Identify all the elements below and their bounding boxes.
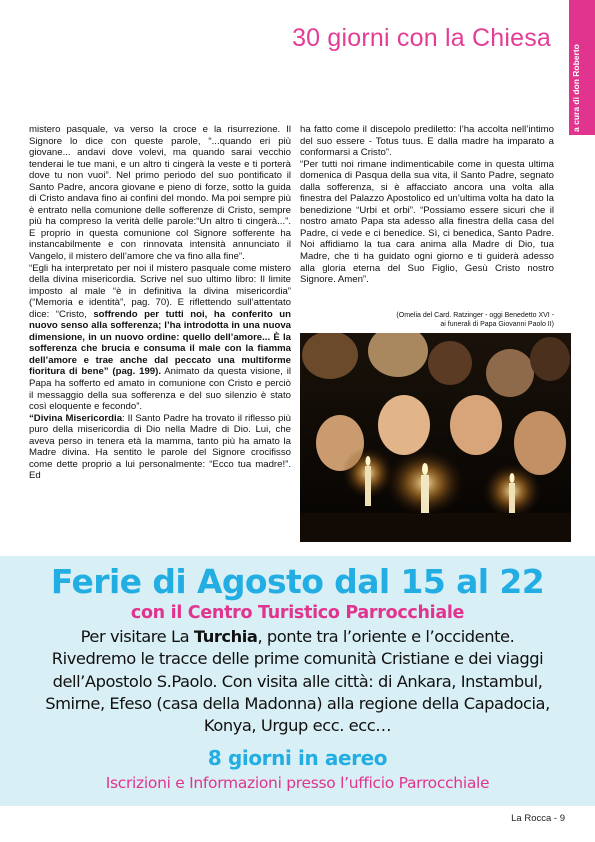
destination-name: Turchia bbox=[193, 627, 258, 646]
bold-quote: soffrendo per tutti noi, ha conferito un nuovo senso alla sofferenza; l’ha introdotta in una nuova dimensione, in un nuovo ordine: quello dell’amore... È la sofferenza che brucia e consuma il male con la fiamma dell’amore e trae anche dal peccato una multiforme fioritura di bene” (pag. 199). bbox=[29, 308, 291, 378]
banner-line: Per visitare La Turchia, ponte tra l’oriente e l’occidente. bbox=[80, 627, 515, 646]
article-paragraph: “Divina Misericordia: Il Santo Padre ha trovato il riflesso più puro della misericordia di Dio nella Madre di Dio. Lui, che aveva perso in tenera età la mamma, tanto più ha amato la Madre divina. Ha sentito le parole del Signore crocifisso come dette proprio a lui personalmente: “Ecco tua madre!”. Ed bbox=[29, 412, 291, 482]
banner-line: Smirne, Efeso (casa della Madonna) alla regione della Capadocia, bbox=[45, 693, 550, 713]
banner-line: dell’Apostolo S.Paolo. Con visita alle città: di Ankara, Instambul, bbox=[52, 671, 543, 691]
banner-line: Rivedremo le tracce delle prime comunità Cristiane e dei viaggi bbox=[51, 649, 544, 669]
article-column-right bbox=[300, 124, 554, 286]
banner-subtitle: con il Centro Turistico Parrocchiale bbox=[130, 603, 465, 623]
banner-title: Ferie di Agosto dal 15 al 22 bbox=[50, 562, 545, 601]
page-title: 30 giorni con la Chiesa bbox=[292, 24, 551, 52]
side-credit: a cura di don Roberto bbox=[571, 44, 581, 132]
page-number: La Rocca - 9 bbox=[511, 813, 565, 824]
banner-info: Iscrizioni e Informazioni presso l’ufficio Parrocchiale bbox=[105, 774, 490, 792]
article-column-left bbox=[29, 124, 291, 482]
travel-banner bbox=[0, 556, 595, 806]
article-paragraph: mistero pasquale, va verso la croce e la risurrezione. Il Signore lo dice con queste parole, “...quando eri più giovane... andavi dove volevi, ma quando sarai vecchio tenderai le tue mani, e un altro ti cingerà la veste e ti porterà dove tu non vuoi”. Nel primo periodo del suo pontificato il Santo Padre, ancora giovane e pieno di forze, sotto la guida di Cristo andava fino ai confini del mondo. Ma poi sempre più è entrato nella comunione delle sofferenze di Cristo, sempre più ha compreso la verità delle parole:“Un altro ti cingerà...”. E proprio in questa comunione col Signore sofferente ha instancabilmente e con rinnovata intensità annunciato il Vangelo, il mistero dell’amore che va fino alla fine”. bbox=[29, 124, 291, 263]
candlelight-vigil-photo bbox=[300, 333, 571, 542]
article-attribution: (Omelia del Card. Ratzinger - oggi Benedetto XVI - ai funerali di Papa Giovanni Paolo II) bbox=[396, 312, 554, 328]
article-paragraph: ha fatto come il discepolo prediletto: l’ha accolta nell’intimo del suo essere - Totus tuus. E dalla madre ha imparato a conformarsi a Cristo”. bbox=[300, 124, 554, 159]
article-paragraph: “Per tutti noi rimane indimenticabile come in questa ultima domenica di Pasqua della sua vita, il Santo Padre, segnato dalla sofferenza, si è affacciato ancora una volta alla finestra del Palazzo Apostolico ed un’ultima volta ha dato la benedizione “Urbi et orbi”. “Possiamo essere sicuri che il nostro amato Papa sta adesso alla finestra della casa del Padre, ci vede e ci benedice. Sì, ci benedica, Santo Padre. Noi affidiamo la tua cara anima alla Madre di Dio, tua Madre, che ti ha guidato ogni giorno e ti guiderà adesso alla gloria eterna del Suo Figlio, Gesù Cristo nostro Signore. Amen”. bbox=[300, 158, 554, 286]
article-paragraph: “Egli ha interpretato per noi il mistero pasquale come mistero della divina misericordia. Scrive nel suo ultimo libro: Il limite imposto al male “è in definitiva la divina misericordia” (“Memoria e identità”, pag. 70). E riflettendo sull’attentato dice: “Cristo, soffrendo per tutti noi, ha conferito un nuovo senso alla sofferenza; l’ha introdotta in una nuova dimensione, in un nuovo ordine: quello dell’amore... È la sofferenza che brucia e consuma il male con la fiamma dell’amore e trae anche dal peccato una multiforme fioritura di bene” (pag. 199). Animato da questa visione, il Papa ha sofferto ed amato in comunione con Cristo e perciò il messaggio della sua sofferenza e del suo silenzio è stato così eloquente e fecondo”. bbox=[29, 262, 291, 413]
banner-line: Konya, Urgup ecc. ecc… bbox=[203, 716, 392, 736]
banner-body bbox=[0, 626, 595, 737]
banner-duration: 8 giorni in aereo bbox=[207, 746, 388, 770]
section-heading: “Divina Misericordia bbox=[29, 412, 123, 424]
